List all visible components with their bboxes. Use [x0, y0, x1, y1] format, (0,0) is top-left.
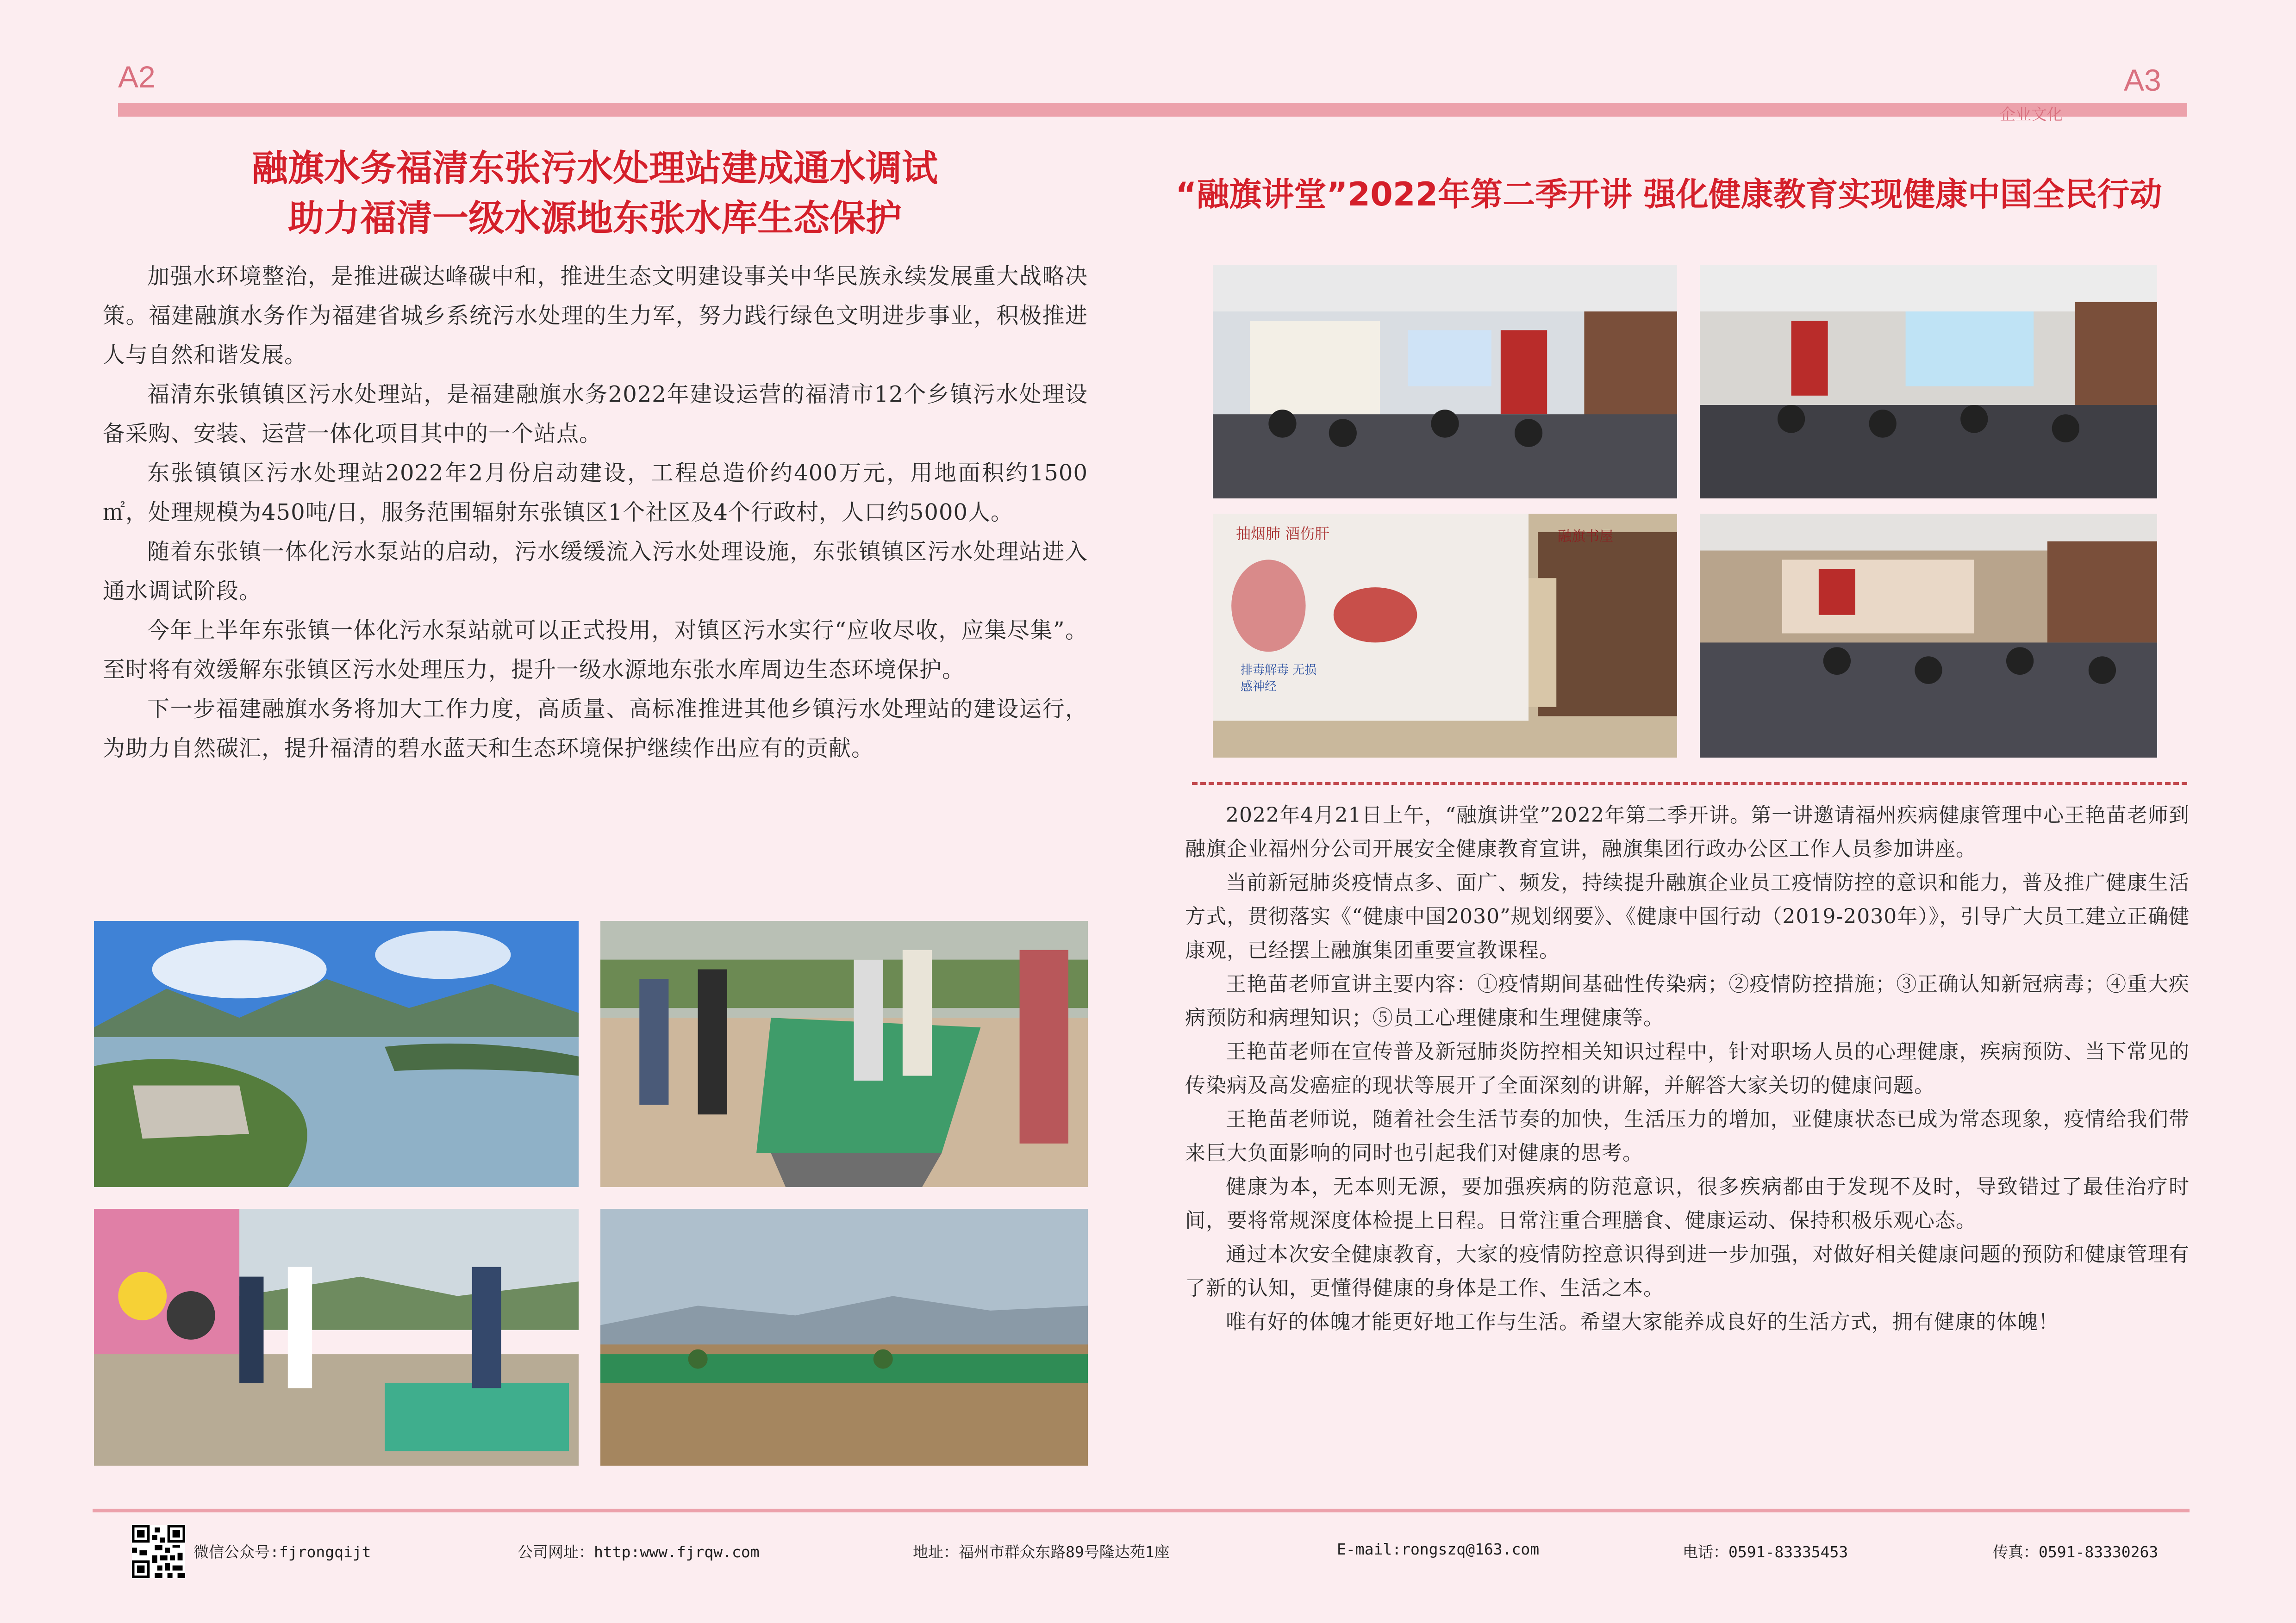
right-paragraph: 王艳苗老师在宣传普及新冠肺炎防控相关知识过程中，针对职场人员的心理健康，疾病预防、当下常见的传染病及高发癌症的现状等展开了全面深刻的讲解，并解答大家关切的健康问题。 [1185, 1040, 2190, 1097]
audience-photo [1700, 514, 2157, 758]
page-number-left: A2 [118, 60, 156, 94]
footer-wechat: 微信公众号:fjrongqijt [193, 1543, 371, 1561]
reservoir-landscape-photo [94, 921, 579, 1187]
right-paragraph: 王艳苗老师宣讲主要内容：①疫情期间基础性传染病；②疫情防控措施；③正确认知新冠病毒；④重大疾病预防和病理知识；⑤员工心理健康和生理健康等。 [1185, 972, 2190, 1030]
bookshelf-sign: 融旗书屋 [1558, 529, 1613, 545]
left-paragraph: 东张镇镇区污水处理站2022年2月份启动建设，工程总造价约400万元，用地面积约1500㎡，处理规模为450吨/日，服务范围辐射东张镇区1个社区及4个行政村，人口约5000人。 [103, 460, 1088, 525]
construction-workers-photo [600, 921, 1088, 1187]
left-article-body [103, 257, 1088, 768]
lecture-hall-photo-2 [1700, 265, 2157, 498]
left-paragraph: 福清东张镇镇区污水处理站，是福建融旗水务2022年建设运营的福清市12个乡镇污水处理设备采购、安装、运营一体化项目其中的一个站点。 [103, 381, 1088, 447]
page-number-right: A3 [2124, 63, 2161, 97]
left-paragraph: 下一步福建融旗水务将加大工作力度，高质量、高标准推进其他乡镇污水处理站的建设运行，为助力自然碳汇，提升福清的碧水蓝天和生态环境保护继续作出应有的贡献。 [103, 696, 1088, 761]
right-article-body [1185, 798, 2190, 1339]
lecture-hall-photo-1 [1213, 265, 1677, 498]
left-article-title [97, 143, 1092, 243]
left-paragraph: 今年上半年东张镇一体化污水泵站就可以正式投用，对镇区污水实行“应收尽收，应集尽集”。至时将有效缓解东张镇区污水处理压力，提升一级水源地东张水库周边生态环境保护。 [103, 617, 1088, 683]
qr-code [132, 1525, 185, 1578]
slide-heading: 抽烟肺 酒伤肝 [1236, 525, 1330, 542]
right-article-title: “融旗讲堂”2022年第二季开讲 强化健康教育实现健康中国全民行动 [1175, 175, 2162, 213]
left-paragraph: 加强水环境整治，是推进碳达峰碳中和，推进生态文明建设事关中华民族永续发展重大战略决策。福建融旗水务作为福建省城乡系统污水处理的生力军，努力践行绿色文明进步事业，积极推进人与自然和谐发展。 [103, 263, 1088, 368]
slide-caption: 排毒解毒 无损感神经 [1241, 663, 1317, 694]
left-title-line-2: 助力福清一级水源地东张水库生态保护 [287, 198, 902, 239]
dashed-divider [1192, 782, 2187, 785]
top-divider-bar [118, 103, 2187, 117]
footer-website[interactable]: 公司网址：http:www.fjrqw.com [518, 1543, 760, 1561]
footer-phone: 电话：0591-83335453 [1683, 1543, 1848, 1561]
speaker-presentation-photo [1213, 514, 1677, 758]
footer-divider [93, 1509, 2190, 1512]
right-paragraph: 通过本次安全健康教育，大家的疫情防控意识得到进一步加强，对做好相关健康问题的预防和健康管理有了新的认知，更懂得健康的身体是工作、生活之本。 [1185, 1243, 2190, 1300]
right-paragraph: 王艳苗老师说，随着社会生活节奏的加快，生活压力的增加，亚健康状态已成为常态现象，疫情给我们带来巨大负面影响的同时也引起我们对健康的思考。 [1185, 1107, 2190, 1165]
footer-email[interactable]: E-mail:rongszq@163.com [1337, 1540, 1540, 1558]
left-paragraph: 随着东张镇一体化污水泵站的启动，污水缓缓流入污水处理设施，东张镇镇区污水处理站进入通水调试阶段。 [103, 539, 1088, 604]
left-title-line-1: 融旗水务福清东张污水处理站建成通水调试 [251, 148, 938, 189]
site-inspection-photo [94, 1209, 579, 1466]
right-paragraph: 健康为本，无本则无源，要加强疾病的防范意识，很多疾病都由于发现不及时，导致错过了最佳治疗时间，要将常规深度体检提上日程。日常注重合理膳食、健康运动、保持积极乐观心态。 [1185, 1175, 2190, 1232]
right-paragraph: 2022年4月21日上午，“融旗讲堂”2022年第二季开讲。第一讲邀请福州疾病健康管理中心王艳苗老师到融旗企业福州分公司开展安全健康教育宣讲，融旗集团行政办公区工作人员参加讲座。 [1185, 803, 2190, 861]
footer-address: 地址：福州市群众东路89号隆达苑1座 [913, 1543, 1170, 1561]
right-paragraph: 唯有好的体魄才能更好地工作与生活。希望大家能养成良好的生活方式，拥有健康的体魄！ [1226, 1310, 2059, 1334]
right-paragraph: 当前新冠肺炎疫情点多、面广、频发，持续提升融旗企业员工疫情防控的意识和能力，普及推广健康生活方式，贯彻落实《“健康中国2030”规划纲要》、《健康中国行动（2019-2030年）》，引导广大员工建立正确健康观，已经摆上融旗集团重要宣教课程。 [1185, 871, 2190, 962]
footer-fax: 传真：0591-83330263 [1993, 1543, 2159, 1561]
section-tag: 企业文化 [2000, 106, 2063, 124]
treatment-station-photo [600, 1209, 1088, 1466]
